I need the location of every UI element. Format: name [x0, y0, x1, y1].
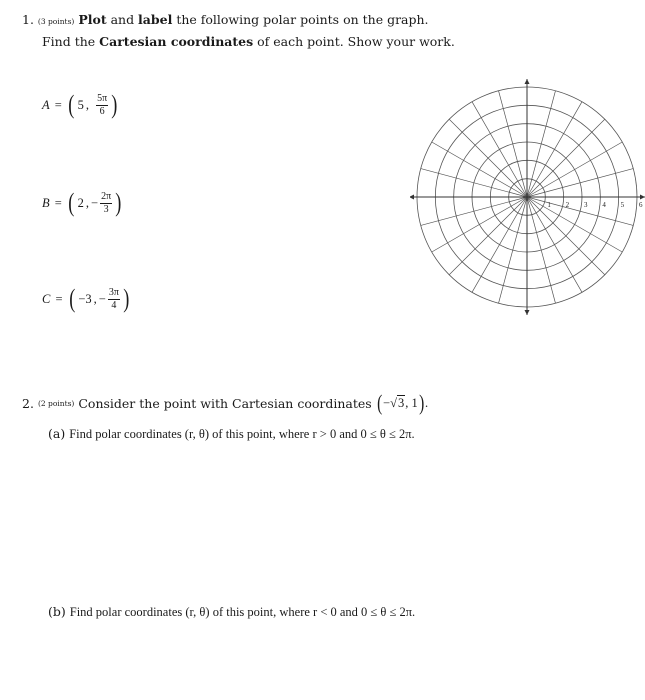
q2-part-b-text: Find polar coordinates (r, θ) of this point, where r < 0 and 0 ≤ θ ≤ 2π.	[69, 605, 416, 619]
q2-coordinates: ( − √3 , 1 ) .	[376, 390, 429, 415]
q2-coord-y: 1	[411, 395, 418, 410]
polar-radial-line-22	[527, 197, 622, 252]
point-b-angle-den: 3	[103, 203, 109, 215]
point-a: A = ( 5 , $\frac{5\pi}{6}$ )	[42, 90, 118, 119]
q1-number: 1.	[22, 12, 34, 27]
q2-coord-neg: −	[383, 395, 391, 410]
polar-radial-line-4	[527, 102, 582, 197]
q1-header	[22, 12, 429, 27]
point-b: B = ( 2 , − $\frac{2\pi}{3}$ )	[42, 188, 122, 217]
polar-radial-line-2	[527, 142, 622, 197]
point-c-r: −3	[78, 291, 92, 306]
tick-label-6: 6	[639, 201, 643, 209]
polar-radial-line-8	[472, 102, 527, 197]
point-a-name: A	[42, 97, 50, 112]
polar-radial-line-9	[449, 119, 527, 197]
tick-label-2: 2	[565, 201, 570, 209]
y-axis-arrow-down	[525, 310, 530, 315]
y-axis-arrow-up	[525, 79, 530, 84]
q1-label-bold: label	[138, 12, 173, 27]
tick-label-5: 5	[620, 201, 625, 209]
point-a-angle-den: 6	[99, 105, 105, 117]
q2-part-a-text: Find polar coordinates (r, θ) of this point, where r > 0 and 0 ≤ θ ≤ 2π.	[69, 427, 415, 441]
polar-radial-line-14	[432, 197, 527, 252]
point-c-angle-den: 4	[111, 299, 117, 311]
q2-part-b-label: (b)	[48, 604, 66, 619]
q1-plot-bold: Plot	[78, 12, 107, 27]
q1-and: and	[106, 12, 139, 27]
q1-instruction-rest: the following polar points on the graph.	[172, 12, 429, 27]
x-axis-arrow-left	[410, 195, 414, 200]
point-c: C = ( −3 , − $\frac{3\pi}{4}$ )	[42, 284, 130, 313]
tick-label-4: 4	[602, 201, 606, 209]
q1-find-bold: Cartesian coordinates	[99, 34, 254, 49]
polar-radial-line-16	[472, 197, 527, 292]
q1-points: (3 points)	[37, 17, 75, 26]
point-a-angle	[96, 94, 108, 117]
q2-coord-sqrt: 3	[397, 395, 405, 410]
polar-radial-line-20	[527, 197, 582, 292]
point-c-angle	[108, 288, 120, 311]
point-b-angle-num: 2π	[101, 190, 112, 202]
q2-header	[22, 392, 428, 414]
tick-label-3: 3	[584, 201, 588, 209]
point-c-sign: −	[98, 291, 106, 306]
point-b-r: 2	[77, 195, 84, 210]
point-a-angle-num: 5π	[97, 92, 108, 104]
tick-label-1: 1	[547, 201, 551, 209]
point-c-angle-num: 3π	[108, 286, 119, 298]
polar-axes	[410, 79, 645, 315]
polar-radial-line-15	[449, 197, 527, 275]
q1-find-line	[42, 34, 455, 49]
point-b-sign: −	[91, 195, 99, 210]
q2-points: (2 points)	[37, 398, 75, 408]
q2-text: Consider the point with Cartesian coordinates	[78, 395, 372, 411]
q1-find-pre: Find the	[42, 34, 100, 49]
q2-part-b	[48, 604, 415, 620]
q1-find-rest: of each point. Show your work.	[253, 34, 455, 49]
point-b-name: B	[42, 195, 50, 210]
point-a-r: 5	[77, 97, 84, 112]
x-axis-arrow-right	[640, 195, 645, 200]
q2-part-a-label: (a)	[48, 426, 66, 441]
point-c-name: C	[42, 291, 51, 306]
q2-number: 2.	[22, 395, 34, 411]
q2-part-a	[48, 426, 415, 442]
polar-radial-line-3	[527, 119, 605, 197]
polar-graph[interactable]	[410, 72, 645, 322]
polar-radial-line-10	[432, 142, 527, 197]
point-b-angle	[100, 192, 112, 215]
